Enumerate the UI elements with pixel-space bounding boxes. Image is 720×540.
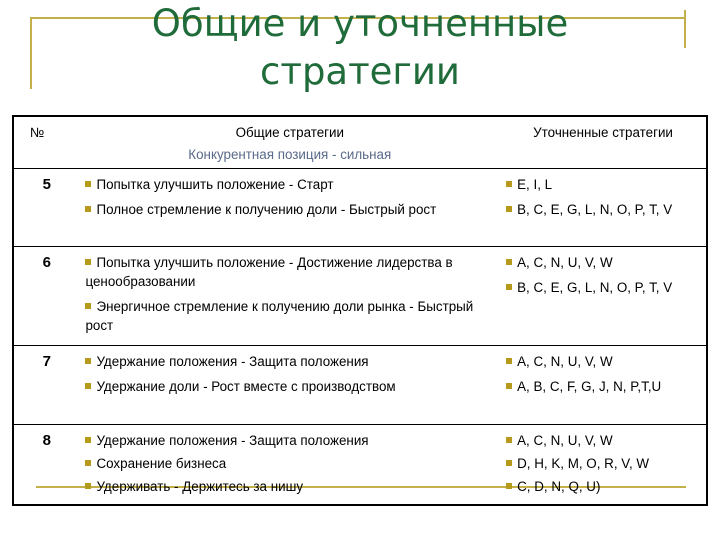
square-bullet-icon xyxy=(85,259,91,265)
general-cell xyxy=(79,247,500,346)
table-row xyxy=(13,247,707,346)
header-refined: Уточненные стратегии xyxy=(500,116,707,169)
table-row xyxy=(13,425,707,505)
item-text: Энергичное стремление к получению доли рынка - Быстрый рост xyxy=(85,299,474,333)
refined-cell xyxy=(500,346,707,425)
item-text: Полное стремление к получению доли - Быстрый рост xyxy=(96,202,437,217)
item-text: B, C, E, G, L, N, O, P, T, V xyxy=(517,202,673,217)
header-num: № xyxy=(13,116,79,169)
list-item xyxy=(85,352,494,371)
item-text: A, C, N, U, V, W xyxy=(517,433,613,448)
item-text: Удержание положения - Защита положения xyxy=(96,354,369,369)
table-row xyxy=(13,169,707,247)
square-bullet-icon xyxy=(506,437,512,443)
item-text: Удержание доли - Рост вместе с производством xyxy=(96,379,396,394)
item-text: Удерживать - Держитесь за нишу xyxy=(96,479,304,494)
table-row xyxy=(13,346,707,425)
square-bullet-icon xyxy=(506,383,512,389)
list-item xyxy=(85,175,494,194)
item-text: Сохранение бизнеса xyxy=(96,456,227,471)
item-text: A, C, N, U, V, W xyxy=(517,354,613,369)
header-general-label: Общие стратегии xyxy=(235,125,345,140)
refined-cell xyxy=(500,425,707,505)
square-bullet-icon xyxy=(506,206,512,212)
item-text: Попытка улучшить положение - Достижение лидерства в ценообразовании xyxy=(85,255,453,289)
row-number: 7 xyxy=(13,346,79,425)
page-title xyxy=(0,0,720,96)
list-item xyxy=(85,297,494,335)
list-item xyxy=(85,454,494,473)
item-text: B, C, E, G, L, N, O, P, T, V xyxy=(517,280,673,295)
general-cell xyxy=(79,425,500,505)
page-title-line1: Общие и уточненные xyxy=(151,2,569,45)
list-item xyxy=(506,377,700,396)
item-text: A, C, N, U, V, W xyxy=(517,255,613,270)
list-item xyxy=(506,175,700,194)
list-item xyxy=(506,477,700,496)
square-bullet-icon xyxy=(506,460,512,466)
item-text: Удержание положения - Защита положения xyxy=(96,433,369,448)
square-bullet-icon xyxy=(506,358,512,364)
square-bullet-icon xyxy=(85,303,91,309)
item-text: C, D, N, Q, U) xyxy=(517,479,601,494)
square-bullet-icon xyxy=(506,483,512,489)
square-bullet-icon xyxy=(85,460,91,466)
page-title-line2: стратегии xyxy=(260,50,460,93)
square-bullet-icon xyxy=(506,284,512,290)
row-number: 5 xyxy=(13,169,79,247)
item-text: A, B, C, F, G, J, N, P,T,U xyxy=(517,379,662,394)
list-item xyxy=(85,377,494,396)
list-item xyxy=(506,431,700,450)
refined-cell xyxy=(500,169,707,247)
square-bullet-icon xyxy=(85,206,91,212)
strategies-table xyxy=(12,115,708,506)
square-bullet-icon xyxy=(85,358,91,364)
row-number: 6 xyxy=(13,247,79,346)
list-item xyxy=(85,477,494,496)
square-bullet-icon xyxy=(85,383,91,389)
header-general-subtitle: Конкурентная позиция - сильная xyxy=(188,147,392,162)
item-text: D, H, K, M, O, R, V, W xyxy=(517,456,650,471)
list-item xyxy=(506,200,700,219)
list-item xyxy=(506,454,700,473)
square-bullet-icon xyxy=(85,181,91,187)
general-cell xyxy=(79,169,500,247)
list-item xyxy=(506,253,700,272)
square-bullet-icon xyxy=(506,259,512,265)
item-text: Попытка улучшить положение - Старт xyxy=(96,177,334,192)
list-item xyxy=(85,431,494,450)
list-item xyxy=(85,253,494,291)
list-item xyxy=(85,200,494,219)
square-bullet-icon xyxy=(506,181,512,187)
table-header-row xyxy=(13,116,707,169)
item-text: E, I, L xyxy=(517,177,553,192)
square-bullet-icon xyxy=(85,437,91,443)
header-general xyxy=(79,116,500,169)
general-cell xyxy=(79,346,500,425)
list-item xyxy=(506,352,700,371)
list-item xyxy=(506,278,700,297)
square-bullet-icon xyxy=(85,483,91,489)
row-number: 8 xyxy=(13,425,79,505)
refined-cell xyxy=(500,247,707,346)
